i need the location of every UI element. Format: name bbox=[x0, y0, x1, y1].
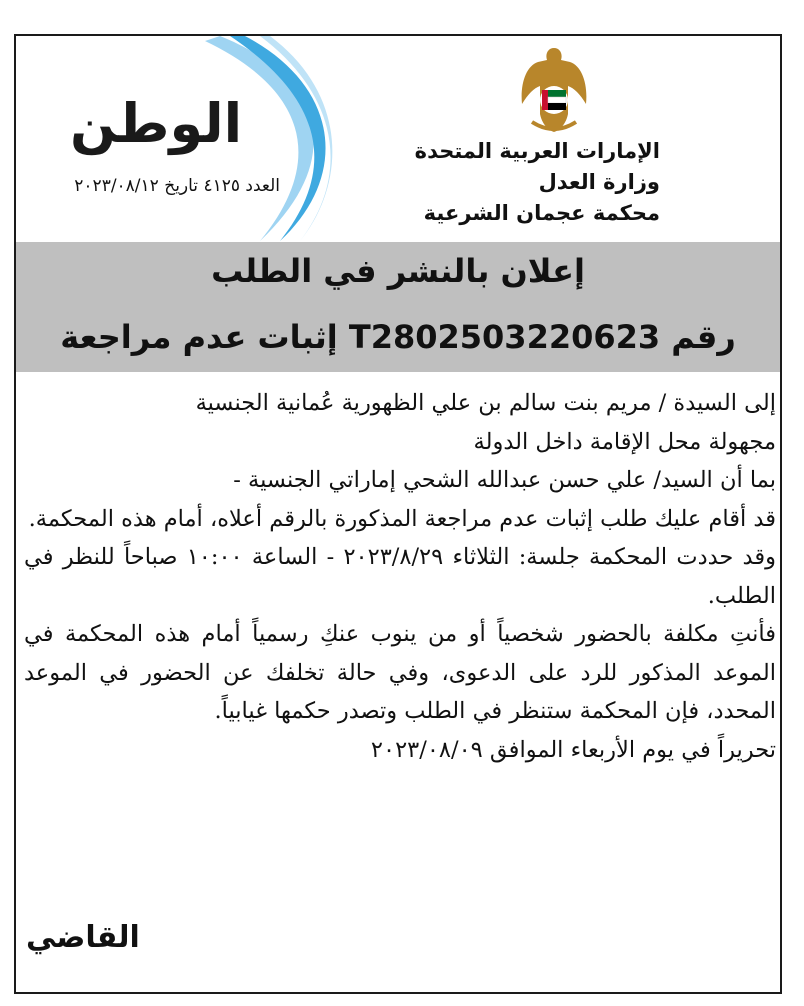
issued-date-line: تحريراً في يوم الأربعاء الموافق ٢٠٢٣/٠٨/٠٩ bbox=[370, 736, 776, 763]
addressee-line: إلى السيدة / مريم بنت سالم بن علي الظهورية عُمانية الجنسية bbox=[195, 390, 776, 416]
plaintiff-line: بما أن السيد/ علي حسن عبدالله الشحي إماراتي الجنسية - bbox=[233, 467, 776, 493]
hearing-paragraph: وقد حددت المحكمة جلسة: الثلاثاء ٢٠٢٣/٨/٢٩ - الساعة ١٠:٠٠ صباحاً للنظر في الطلب. bbox=[24, 544, 776, 609]
notice-subtitle: رقم T2802503220623 إثبات عدم مراجعة bbox=[60, 318, 736, 356]
uae-emblem-icon bbox=[518, 44, 590, 134]
judge-signature: القاضي bbox=[26, 920, 140, 955]
issue-line: العدد ٤١٢٥ تاريخ ٢٠٢٣/٠٨/١٢ bbox=[74, 176, 280, 196]
notice-banner bbox=[16, 242, 780, 372]
summons-paragraph: فأنتِ مكلفة بالحضور شخصياً أو من ينوب عنكِ رسمياً أمام هذه المحكمة في الموعد المذكور للرد على الدعوى، وفي حالة تخلفك عن الحضور في الموعد المحدد، فإن المحكمة ستنظر في الطلب وتصدر حكمها غيابياً. bbox=[24, 621, 776, 724]
country-name: الإمارات العربية المتحدة bbox=[414, 139, 660, 163]
ministry-name: وزارة العدل bbox=[538, 170, 660, 194]
issuing-authority bbox=[414, 136, 660, 229]
court-name: محكمة عجمان الشرعية bbox=[423, 201, 660, 225]
residence-line: مجهولة محل الإقامة داخل الدولة bbox=[473, 428, 776, 455]
request-paragraph: قد أقام عليك طلب إثبات عدم مراجعة المذكورة بالرقم أعلاه، أمام هذه المحكمة. bbox=[28, 505, 776, 532]
newspaper-logo: الوطن bbox=[70, 92, 243, 155]
notice-body bbox=[24, 384, 776, 769]
notice-title: إعلان بالنشر في الطلب bbox=[211, 252, 585, 290]
